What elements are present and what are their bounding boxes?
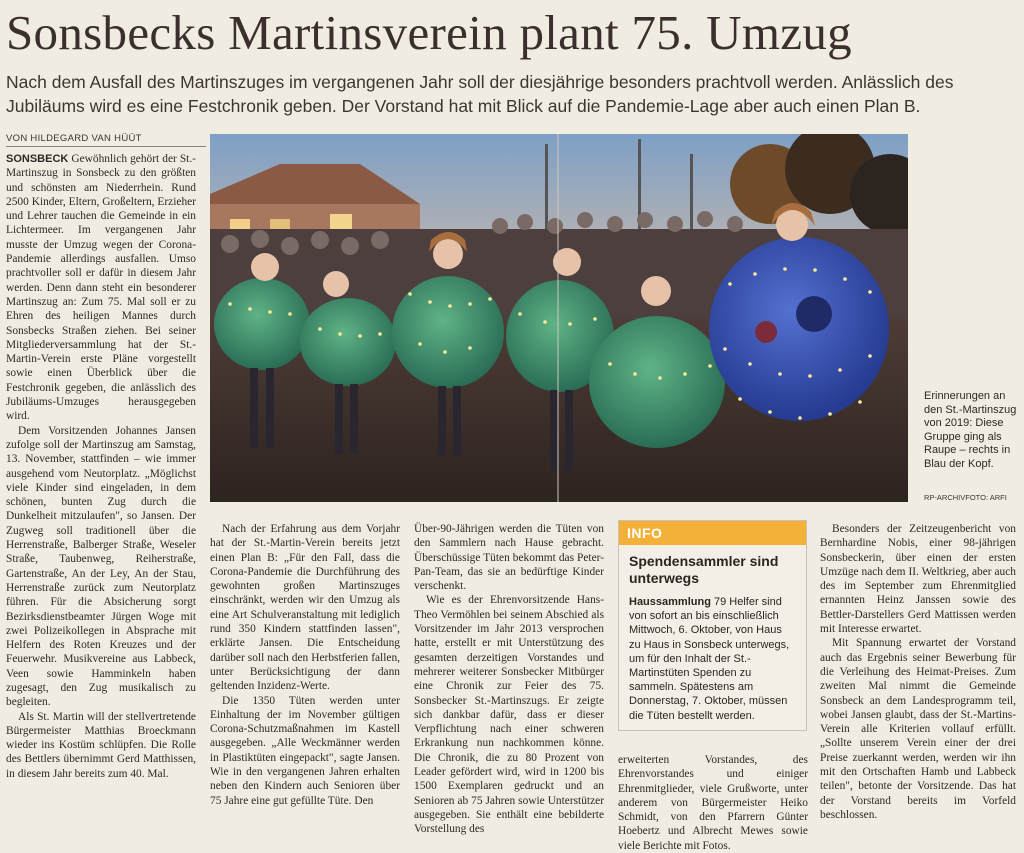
info-title: Spendensammler sind unterwegs [629,553,779,586]
article-paragraph: Mit Spannung erwartet der Vorstand auch das Ergebnis seiner Bewerbung für die Verleihung des Heimat-Preises. Zum zweiten Mal nimmt die Gemeinde Sonsbeck an dem Landesprogramm teil, wobei Jansen glaubt, dass der St.-Martins-Verein alle Kriterien vollauf erfüllt. „Sollte unserem Verein einer der drei Preise zuerkannt werden, werden wir ihn mit den Ortschaften Hamb und Labbeck teilen", betonte der Vorsitzende. Das hat der Vorstand bereits im Vorfeld beschlossen. [820,637,1016,821]
paragraph-text: Gewöhnlich gehört der St.-Martinszug in Sonsbeck zu den größten und schönsten am Niederrhein. Rund 2500 Kinder, Eltern, Großeltern, Erzieher und Lehrer tauchen die Gemeinde in ein Lichtermeer. Im vergangenen Jahr musste der Umzug wegen der Corona-Pandemie allerdings ausfallen. Umso prachtvoller soll er dafür in diesem Jahr werden. Denn dann steht ein besonderer Martinszug an: Zum 75. Mal soll er zu Ehren des heiligen Mannes durch Sonsbecks Straßen ziehen. Bei seiner Mitgliederversammlung hat der St.-Martin-Verein erste Pläne vorgestellt sowie einen Überblick über die Festchronik gegeben, die anlässlich des Jubiläums-Umzuges herausgegeben wird. [6,153,196,423]
lead-paragraph: Nach dem Ausfall des Martinszuges im vergangenen Jahr soll der diesjährige besonders prachtvoll werden. Anlässlich des Jubiläums wird es eine Festchronik geben. Der Vorstand hat mit Blick auf die Pandemie-Lage aber auch einen Plan B. [6,72,954,116]
article-paragraph: Besonders der Zeitzeugenbericht von Bernhardine Nobis, einer 98-jährigen Sonsbeckerin, über einen der ersten Umzüge nach dem II. Weltkrieg, aber auch des im September zum Ehrenmitglied ernannten Heinz Janssen sowie des Bettler-Darstellers Gerd Mattissen werden mit Interesse erwartet. [820,523,1016,636]
article-paragraph: Die 1350 Tüten werden unter Einhaltung der im November gültigen Corona-Schutzmaßnahmen im Kastell ausgegeben. „Alle Weckmänner werden in Plastiktüten eingepackt", sagte Jansen. Wie in den vergangenen Jahren erhalten neben den Kindern auch Senioren über 75 Jahre eine gut gefüllte Tüte. Den [210,694,400,807]
dateline: SONSBECK [6,153,69,165]
photo-illustration [210,134,908,502]
article-paragraph: erweiterten Vorstandes, des Ehrenvorstandes und einiger Ehrenmitglieder, viele Grußworte, unter anderem von Bürgermeister Heiko Schmidt, von den Pfarrern Günter Hoebertz und Albrecht Mewes sowie viele Berichte mit Fotos. [618,754,808,852]
article-paragraph: Nach der Erfahrung aus dem Vorjahr hat der St.-Martin-Verein bereits jetzt einen Plan B: „Für den Fall, dass die Corona-Pandemie die Durchführung des gewohnten großen Martinszuges einschränkt, werden wir den Umzug als eine Art Schulveranstaltung mit lediglich rund 350 Kindern stattfinden lassen", erklärte Jansen. Die Entscheidung darüber soll nach den Herbstferien fallen, unter Berücksichtigung der dann geltenden Inzidenz-Werte. [210,523,400,693]
headline: Sonsbecks Martinsverein plant 75. Umzug [6,5,852,60]
article-paragraph: Dem Vorsitzenden Johannes Jansen zufolge soll der Martinszug am Samstag, 13. November, stattfinden – wie immer ausgehend vom Neutorplatz. „Möglichst viele Kinder sind eingeladen, in dem schönen, bunten Zug durch die Dunkelheit mitzulaufen", so Jansen. Der Zugweg soll traditionell über die Herrenstraße, Balberger Straße, Weseler Straße, Taubenweg, Reiherstraße, Gartenstraße, An der Ley, An der Stau, Herrenstraße zurück zum Neutorplatz führen. Für die Absicherung sorgt Bezirksdienstbeamter Jürgen Woge mit zwei Polizeikollegen in Absprache mit Helfern des Roten Kreuzes und der Feuerwehr. Musikvereine aus Labbeck, Veen sowie Hamminkeln haben zugesagt, den Zug musikalisch zu begleiten. [6,424,196,709]
photo-credit: RP-ARCHIVFOTO: ARFI [924,493,1007,502]
info-box [618,520,807,731]
article-column-2 [210,522,400,808]
article-column-5 [820,522,1016,822]
article-paragraph: Als St. Martin will der stellvertretende Bürgermeister Matthias Broeckmann wieder ins Kostüm schlüpfen. Die Rolle des Bettlers übernimmt Gerd Matthissen, in diesem Jahr bereits zum 40. Mal. [6,710,196,780]
article-column-4 [618,753,808,853]
info-body [619,591,806,727]
info-lead: Haussammlung [629,596,711,608]
article-photo [210,134,908,502]
article-paragraph: Über-90-Jährigen werden die Tüten von den Sammlern nach Hause gebracht. Überschüssige Tüten bekommt das Peter-Pan-Team, das sie an bedürftige Kinder verschenkt. [414,523,604,593]
byline: VON HILDEGARD VAN HÜÜT [6,133,206,147]
info-tag: INFO [619,521,806,545]
info-text: 79 Helfer sind von sofort an bis einschließlich Mittwoch, 6. Oktober, von Haus zu Haus in Sonsbeck unterwegs, um für den Inhalt der St.-Martinstüten Spenden zu sammeln. Spätestens am Donnerstag, 7. Oktober, müssen die Tüten bestellt werden. [629,596,790,722]
article-paragraph [6,152,196,424]
photo-caption: Erinnerungen an den St.-Martinszug von 2019: Diese Gruppe ging als Raupe – rechts in Blau der Kopf. [924,390,1017,470]
article-column-3 [414,522,604,837]
article-paragraph: Wie es der Ehrenvorsitzende Hans-Theo Vermöhlen bei seinem Abschied als Vorsitzender im Jahr 2013 versprochen hatte, erstellt er mit Unterstützung des gesamten derzeitigen Vorstandes und mehrerer weiterer Sonsbecker Mitbürger eine Chronik zur Feier des 75. Sonsbecker St.-Martinszugs. Er zeigte sich dankbar dafür, dass er dieser Verpflichtung nach einer schweren Erkrankung nun nachkommen könne. Die Chronik, die zu 80 Prozent von Leader gefördert wird, wird in 1200 bis 1500 Exemplaren gedruckt und an Senioren ab 75 Jahren sowie Unterstützer ausgegeben. Sie enthält eine bebilderte Vorstellung des [414,594,604,836]
article-column-1 [6,152,196,781]
